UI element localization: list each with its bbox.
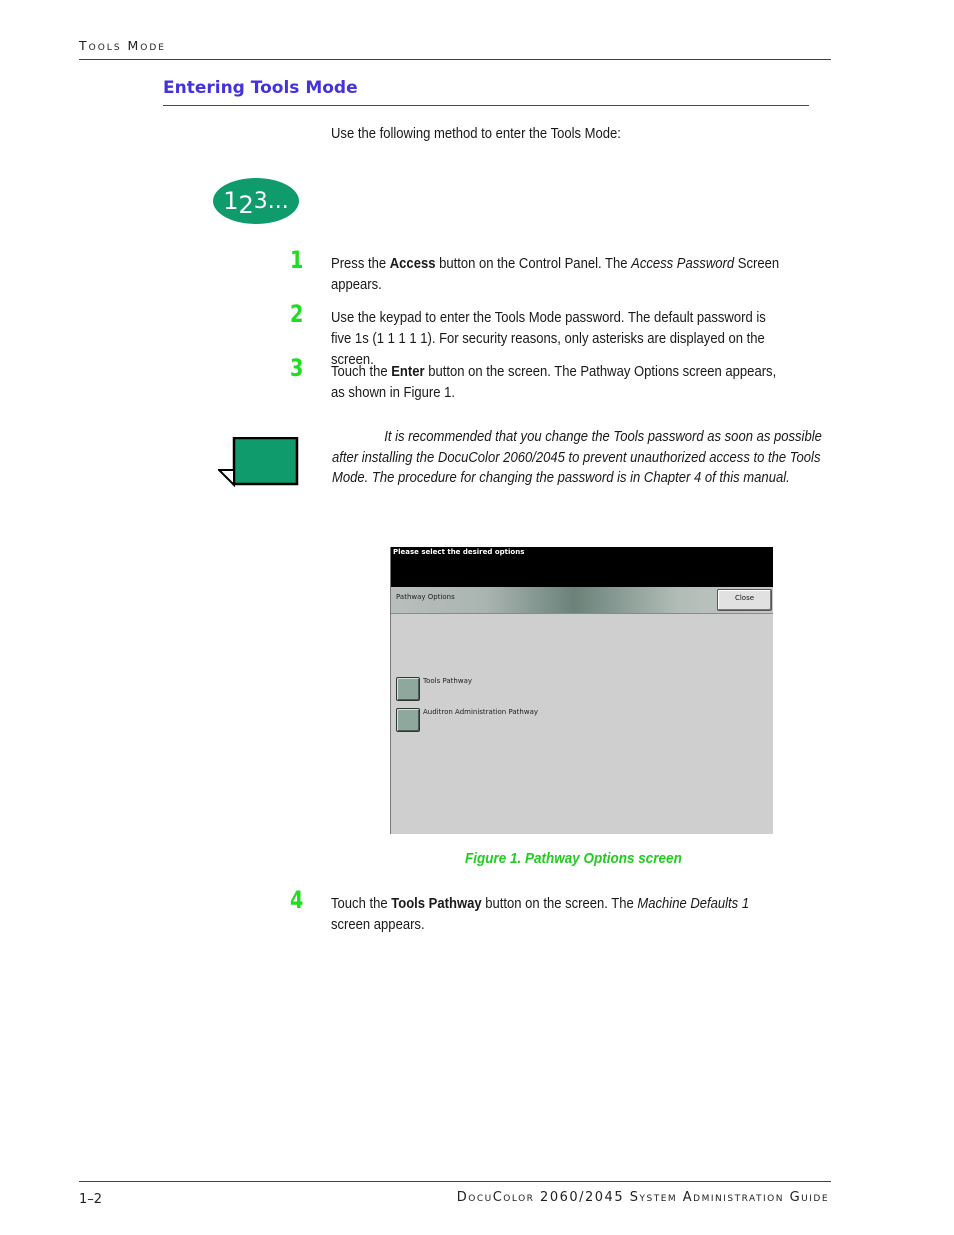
pathway-options-label: Pathway Options bbox=[396, 593, 455, 601]
intro-text: Use the following method to enter the Tools Mode: bbox=[331, 126, 621, 142]
header-rule bbox=[79, 59, 831, 60]
step-4-text: Touch the Tools Pathway button on the screen. The Machine Defaults 1 screen appears. bbox=[331, 896, 750, 933]
auditron-pathway-label: Auditron Administration Pathway bbox=[423, 708, 539, 716]
close-button[interactable]: Close bbox=[717, 589, 772, 611]
step-2-text: Use the keypad to enter the Tools Mode password. The default password is five 1s (1 1 1 1 1). For security reasons, only asterisks are displayed on the screen. bbox=[331, 310, 766, 368]
access-term: Access bbox=[389, 256, 436, 272]
step-number-2: 2 bbox=[290, 300, 304, 328]
step-1-text: Press the Access button on the Control Panel. The Access Password Screen appears. bbox=[331, 256, 780, 293]
screen-header-text: Please select the desired options bbox=[393, 548, 525, 556]
step-number-1: 1 bbox=[290, 246, 304, 274]
tools-pathway-button[interactable] bbox=[396, 677, 420, 701]
step-number-3: 3 bbox=[290, 354, 304, 382]
machine-defaults-term: Machine Defaults 1 bbox=[637, 896, 750, 912]
enter-term: Enter bbox=[391, 364, 425, 380]
procedure-icon: 1 2 3... bbox=[213, 178, 299, 224]
footer-rule bbox=[79, 1181, 831, 1182]
footer-guide-title: DocuColor 2060/2045 System Administration Guide bbox=[456, 1190, 829, 1205]
section-title: Entering Tools Mode bbox=[163, 78, 358, 98]
section-rule bbox=[163, 105, 809, 106]
access-password-term: Access Password bbox=[631, 256, 735, 272]
pathway-options-bar bbox=[391, 587, 773, 614]
running-head: Tools Mode bbox=[79, 38, 166, 53]
step-number-4: 4 bbox=[290, 886, 304, 914]
figure-caption: Figure 1. Pathway Options screen bbox=[465, 850, 682, 867]
auditron-pathway-button[interactable] bbox=[396, 708, 420, 732]
note-icon bbox=[218, 437, 300, 487]
screen-header bbox=[391, 547, 773, 587]
page-number: 1–2 bbox=[79, 1192, 103, 1207]
note-text: It is recommended that you change the Tools password as soon as possible after installing the DocuColor 2060/2045 to prevent unauthorized access to the Tools Mode. The procedure for changing the password is in Chapter 4 of this manual. bbox=[332, 429, 822, 486]
tools-pathway-label: Tools Pathway bbox=[423, 677, 473, 685]
tools-pathway-term: Tools Pathway bbox=[391, 896, 482, 912]
step-3-text: Touch the Enter button on the screen. The Pathway Options screen appears, as shown in Figure 1. bbox=[331, 364, 777, 401]
pathway-options-screenshot bbox=[390, 547, 773, 834]
